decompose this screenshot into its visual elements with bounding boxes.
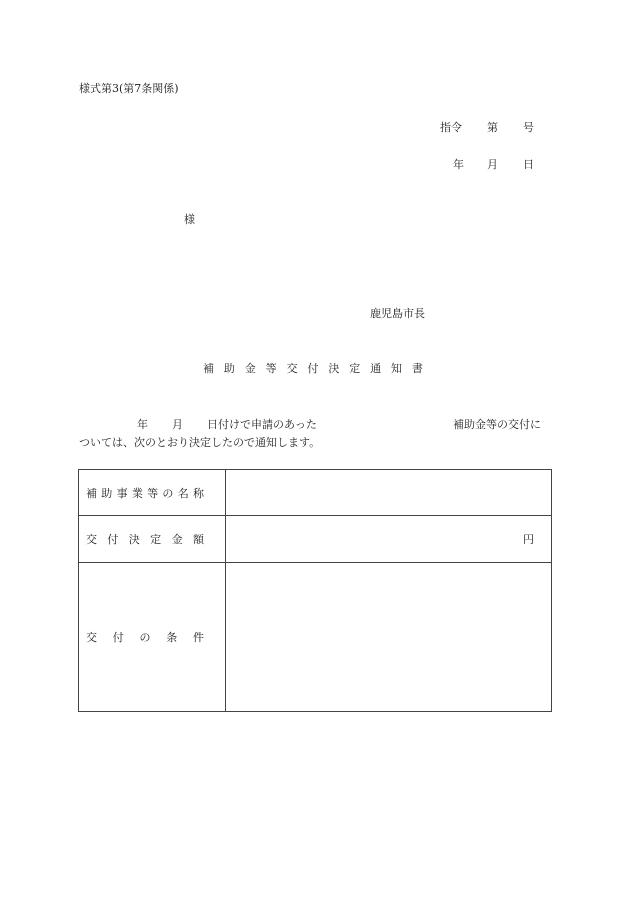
body-month: 月 xyxy=(172,418,183,431)
body-year: 年 xyxy=(137,418,148,431)
label-char: 決 xyxy=(128,533,140,546)
label-char: 定 xyxy=(150,533,162,546)
body-dated-applied: 日付けで申請のあった xyxy=(207,418,317,431)
title-char: 決 xyxy=(328,362,340,375)
body-subsidy-delivery: 補助金等の交付に xyxy=(453,418,541,431)
body-line-2: ついては、次のとおり決定したので通知します。 xyxy=(79,436,321,449)
label-char: 金 xyxy=(171,533,183,546)
form-number: 様式第3(第7条関係) xyxy=(79,82,179,95)
label-char: 交 xyxy=(86,631,97,644)
table-row-amount xyxy=(79,516,552,563)
reference-go: 号 xyxy=(523,121,534,134)
decision-table xyxy=(78,469,552,712)
issuer-name: 鹿児島市長 xyxy=(370,307,425,320)
value-project-name[interactable] xyxy=(226,470,552,516)
label-char: 名 xyxy=(177,486,189,500)
yen-unit: 円 xyxy=(523,533,534,546)
title-char: 通 xyxy=(370,362,382,375)
table-row-conditions xyxy=(79,563,552,712)
date-year: 年 xyxy=(453,158,464,171)
label-char: 補 xyxy=(86,486,97,500)
title-char: 補 xyxy=(203,362,214,375)
label-project-name xyxy=(79,470,226,516)
label-amount xyxy=(79,516,226,563)
label-char: の xyxy=(139,631,151,644)
label-char: 額 xyxy=(192,533,204,546)
reference-dai: 第 xyxy=(487,121,498,134)
label-char: の xyxy=(162,486,174,500)
label-char: 付 xyxy=(112,631,124,644)
title-char: 定 xyxy=(349,362,361,375)
label-char: 件 xyxy=(193,631,204,644)
title-char: 付 xyxy=(307,362,319,375)
label-char: 助 xyxy=(101,486,113,500)
table-row-project-name xyxy=(79,470,552,516)
addressee-honorific: 様 xyxy=(184,213,195,226)
title-char: 書 xyxy=(411,362,423,375)
value-amount[interactable] xyxy=(226,516,552,563)
document-title xyxy=(203,360,423,376)
date-month: 月 xyxy=(487,158,498,171)
label-char: 称 xyxy=(192,486,204,500)
date-day: 日 xyxy=(523,158,534,171)
value-conditions[interactable] xyxy=(226,563,552,712)
label-conditions xyxy=(79,563,226,712)
title-char: 金 xyxy=(244,362,256,375)
title-char: 知 xyxy=(391,362,403,375)
label-char: 事 xyxy=(116,486,128,500)
title-char: 助 xyxy=(223,362,235,375)
label-char: 業 xyxy=(131,486,143,500)
title-char: 等 xyxy=(265,362,277,375)
label-char: 条 xyxy=(166,631,178,644)
label-char: 交 xyxy=(86,533,97,546)
title-char: 交 xyxy=(286,362,298,375)
reference-prefix: 指令 xyxy=(440,121,462,134)
label-char: 等 xyxy=(147,486,159,500)
label-char: 付 xyxy=(107,533,119,546)
